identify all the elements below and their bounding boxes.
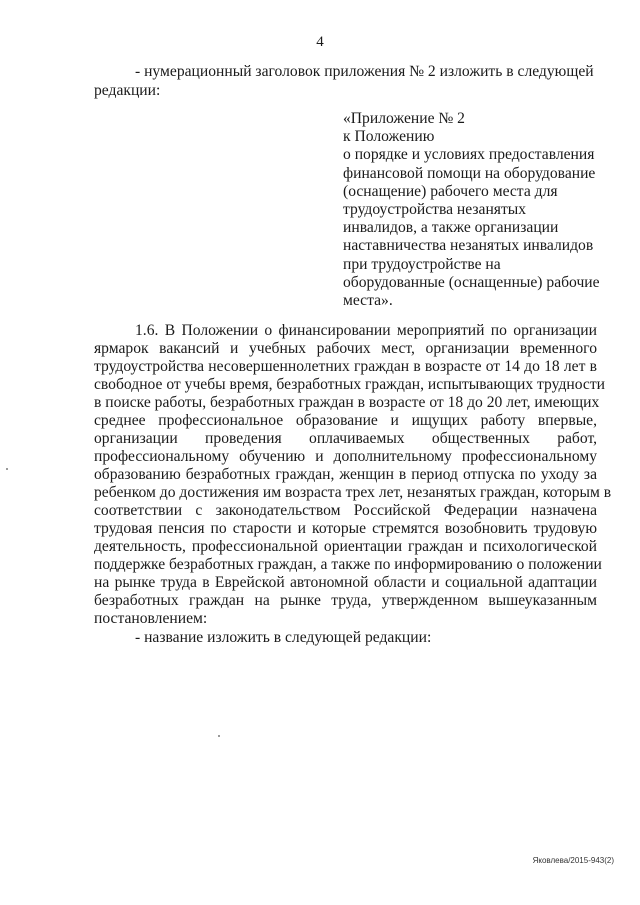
body-line: ярмарок вакансий и учебных рабочих мест, организации временного xyxy=(94,340,597,357)
body-line: соответствии с законодательством Российской Федерации назначена xyxy=(94,502,597,519)
appendix-line: (оснащение) рабочего места для xyxy=(343,182,558,200)
body-line: поддержке безработных граждан, а также по информированию о положении xyxy=(94,556,602,573)
body-line: образованию безработных граждан, женщин в период отпуска по уходу за xyxy=(94,466,597,483)
body-line: трудовая пенсия по старости и которые стремятся возобновить трудовую xyxy=(94,520,597,537)
appendix-line: о порядке и условиях предоставления xyxy=(343,146,595,164)
body-line: трудоустройства несовершеннолетних граждан в возрасте от 14 до 18 лет в xyxy=(94,358,597,375)
body-line: безработных граждан на рынке труда, утвержденном вышеуказанным xyxy=(94,592,597,609)
body-line: 1.6. В Положении о финансировании мероприятий по организации xyxy=(135,322,597,339)
appendix-line: при трудоустройстве на xyxy=(343,255,501,273)
appendix-line: «Приложение № 2 xyxy=(343,110,465,127)
body-line: организации проведения оплачиваемых общественных работ, xyxy=(94,430,597,447)
appendix-line: инвалидов, а также организации xyxy=(343,219,559,237)
scan-speck xyxy=(218,735,220,737)
footer-stamp: Яковлева/2015-943(2) xyxy=(532,856,614,865)
intro-line: - нумерационный заголовок приложения № 2 изложить в следующей xyxy=(135,63,594,80)
appendix-line: финансовой помощи на оборудование xyxy=(343,164,596,182)
body-line: в поиске работы, безработных граждан в возрасте от 18 до 20 лет, имеющих xyxy=(94,394,600,411)
closing-line: - название изложить в следующей редакции: xyxy=(135,629,432,646)
body-line: профессиональному обучению и дополнительному профессиональному xyxy=(94,448,597,465)
appendix-line: оборудованные (оснащенные) рабочие xyxy=(343,273,600,291)
appendix-line: к Положению xyxy=(343,128,435,146)
body-line: свободное от учебы время, безработных граждан, испытывающих трудности xyxy=(94,376,606,393)
body-line: постановлением: xyxy=(94,610,208,627)
appendix-line: места». xyxy=(343,292,393,310)
body-line: ребенком до достижения им возраста трех лет, незанятых граждан, которым в xyxy=(94,484,612,501)
appendix-heading xyxy=(343,110,613,310)
body-line: деятельность, профессиональной ориентации граждан и психологической xyxy=(94,538,597,555)
intro-line: редакции: xyxy=(94,82,161,99)
page-number: 4 xyxy=(316,34,324,50)
scan-speck xyxy=(6,468,8,470)
body-line: среднее профессиональное образование и ищущих работу впервые, xyxy=(94,412,597,429)
appendix-line: трудоустройства незанятых xyxy=(343,201,527,219)
appendix-line: наставничества незанятых инвалидов xyxy=(343,237,594,255)
body-line: на рынке труда в Еврейской автономной области и социальной адаптации xyxy=(94,574,597,591)
